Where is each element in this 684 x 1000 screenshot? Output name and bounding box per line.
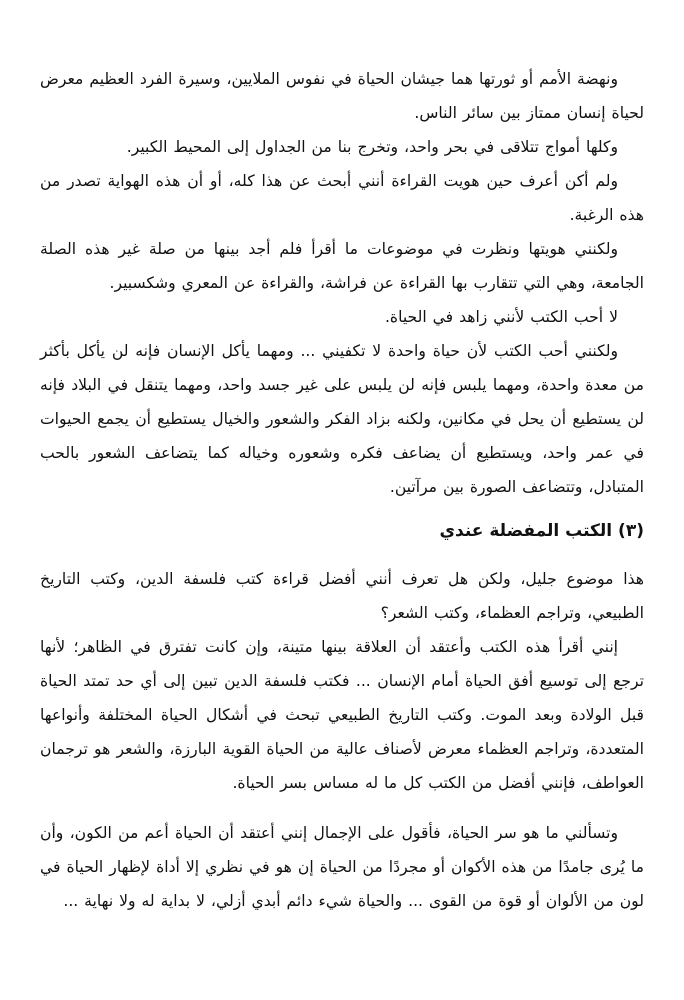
paragraphs-final: [40, 816, 644, 918]
paragraph: ولم أكن أعرف حين هويت القراءة أنني أبحث عن هذا كله، أو أن هذه الهواية تصدر من هذه الرغبة.: [40, 172, 644, 224]
paragraph: وتسألني ما هو سر الحياة، فأقول على الإجمال إنني أعتقد أن الحياة أعم من الكون، وأن ما يُرى جامدًا من هذه الأكوان أو مجردًا من الحياة إن هو في نظري إلا أداة لإظهار الحياة في لون من الألوان أو قوة من القوى ... والحياة شيء دائم أبدي أزلي، لا بداية له ولا نهاية ...: [40, 824, 644, 910]
paragraph: وكلها أمواج تتلاقى في بحر واحد، وتخرج بنا من الجداول إلى المحيط الكبير.: [126, 138, 618, 156]
paragraph-gap: [40, 800, 644, 816]
paragraphs-before: [40, 62, 644, 504]
paragraph: هذا موضوع جليل، ولكن هل تعرف أنني أفضل قراءة كتب فلسفة الدين، وكتب التاريخ الطبيعي، وتراجم العظماء، وكتب الشعر؟: [40, 570, 644, 622]
paragraph: إنني أقرأ هذه الكتب وأعتقد أن العلاقة بينها متينة، وإن كانت تفترق في الظاهر؛ لأنها ترجع إلى توسيع أفق الحياة أمام الإنسان ... فكتب فلسفة الدين تبين إلى أي حد تمتد الحياة قبل الولادة وبعد الموت. وكتب التاريخ الطبيعي تبحث في أشكال الحياة المختلفة وأنواعها المتعددة، وتراجم العظماء معرض لأصناف عالية من الحياة القوية البارزة، والشعر هو ترجمان العواطف، فإنني أفضل من الكتب كل ما له مساس بسر الحياة.: [40, 638, 644, 792]
paragraph: ولكنني هويتها ونظرت في موضوعات ما أقرأ فلم أجد بينها من صلة غير هذه الصلة الجامعة، وهي التي تتقارب بها القراءة عن فراشة، والقراءة عن المعري وشكسبير.: [40, 240, 644, 292]
paragraph: ونهضة الأمم أو ثورتها هما جيشان الحياة في نفوس الملايين، وسيرة الفرد العظيم معرض لحياة إنسان ممتاز بين سائر الناس.: [40, 70, 644, 122]
paragraphs-after: [40, 562, 644, 800]
paragraph: ولكنني أحب الكتب لأن حياة واحدة لا تكفيني ... ومهما يأكل الإنسان فإنه لن يأكل بأكثر من معدة واحدة، ومهما يلبس فإنه لن يلبس على غير جسد واحد، ومهما يتنقل في البلاد فإنه لن يستطيع أن يحل في مكانين، ولكنه بزاد الفكر والشعور والخيال يستطيع أن يجمع الحيوات في عمر واحد، ويستطيع أن يضاعف فكره وشعوره وخياله كما يتضاعف الشعور بالحب المتبادل، وتتضاعف الصورة بين مرآتين.: [40, 342, 644, 496]
section-heading: (٣) الكتب المفضلة عندي: [439, 521, 644, 541]
paragraph: لا أحب الكتب لأنني زاهد في الحياة.: [384, 308, 618, 326]
